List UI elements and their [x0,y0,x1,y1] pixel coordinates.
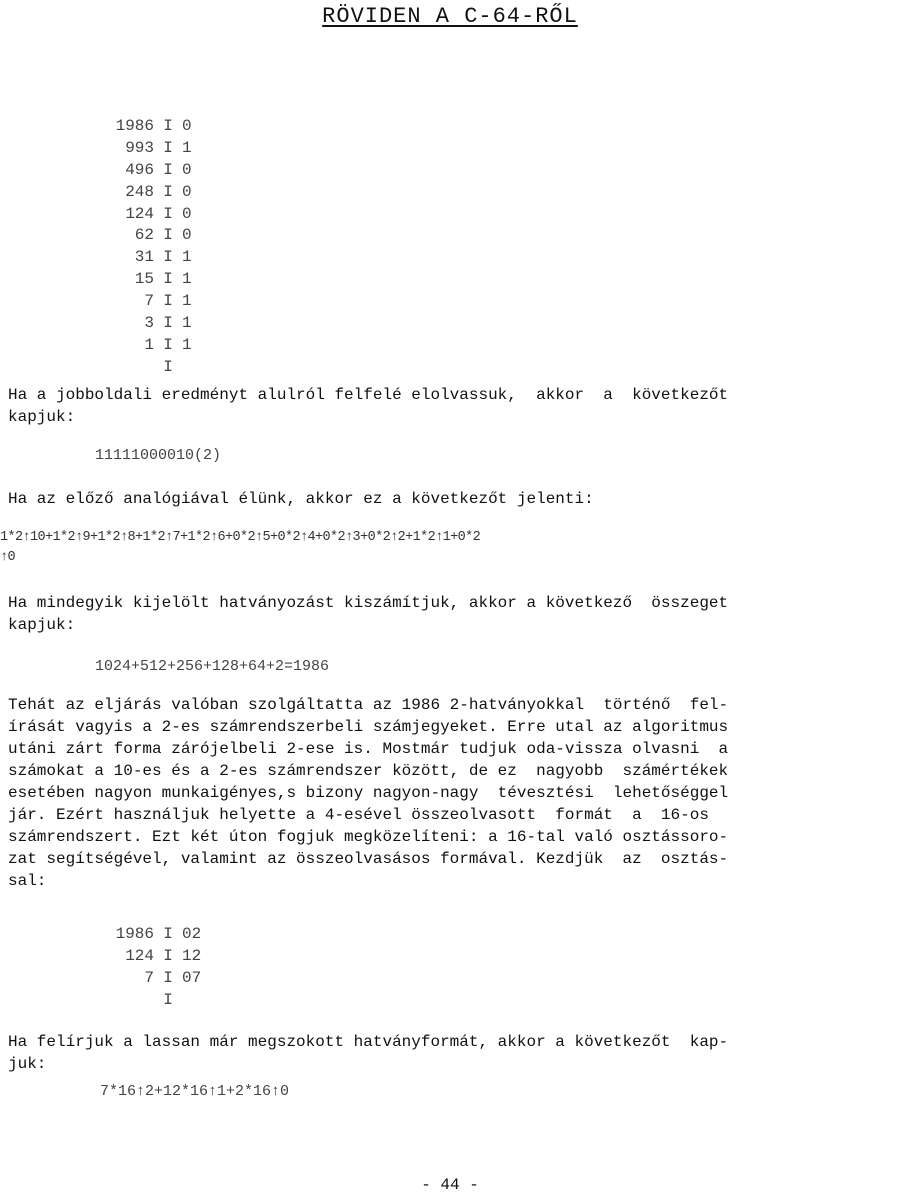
paragraph-analogy: Ha az előző analógiával élünk, akkor ez a következőt jelenti: [8,490,594,508]
dividend: 1986 [115,117,154,135]
dividend [92,357,154,379]
division-row [92,357,222,379]
remainder: 1 [182,314,192,333]
division-row [92,160,222,182]
dividend: 7 [144,968,154,987]
binary-division-table [92,116,222,379]
dividend: 31 [134,248,154,267]
separator: I [163,925,173,943]
remainder [182,357,222,379]
remainder: 1 [182,270,192,289]
paragraph-compute-powers [8,592,888,636]
remainder: 02 [182,925,202,943]
division-row [92,204,222,226]
separator: I [163,226,173,245]
remainder: 1 [182,292,192,311]
division-row [92,924,222,946]
expansion-line: 1*2↑10+1*2↑9+1*2↑8+1*2↑7+1*2↑6+0*2↑5+0*2↑4+0*2↑3+0*2↑2+1*2↑1+0*2 [0,530,481,545]
remainder: 07 [182,968,202,987]
dividend: 62 [134,226,154,245]
expansion-line: ↑0 [0,550,16,565]
division-row [92,968,222,990]
separator: I [163,292,173,311]
dividend: 1 [144,335,154,354]
separator: I [163,314,173,333]
paragraph-line: számokat a 10-es és a 2-es számrendszer között, de ez nagyobb számértékek [8,762,729,780]
paragraph-hex-power-form [8,1031,888,1075]
division-row [92,269,222,291]
dividend: 15 [134,270,154,289]
paragraph-line: sal: [8,872,47,890]
division-row [92,116,222,138]
dividend [92,990,154,1012]
paragraph-line: juk: [8,1055,47,1073]
paragraph-line: Ha felírjuk a lassan már megszokott hatványformát, akkor a következőt kap- [8,1033,729,1051]
division-row [92,335,222,357]
division-row [92,313,222,335]
page-title: RÖVIDEN A C-64-RŐL [322,4,578,29]
paragraph-explanation [8,694,888,892]
division-row [92,225,222,247]
division-row [92,946,222,968]
sum-expression: 1024+512+256+128+64+2=1986 [95,658,330,675]
remainder: 0 [182,160,192,179]
separator: I [163,990,173,1009]
paragraph-line: Ha mindegyik kijelölt hatványozást kiszámítjuk, akkor a következő összeget [8,594,729,612]
paragraph-line: Ha a jobboldali eredményt alulról felfelé elolvassuk, akkor a következőt [8,386,729,404]
paragraph-line: zat segítségével, valamint az összeolvasásos formával. Kezdjük az osztás- [8,850,729,868]
dividend: 1986 [115,925,154,943]
binary-result: 11111000010(2) [95,447,222,464]
dividend: 7 [144,292,154,311]
remainder: 0 [182,117,192,135]
separator: I [163,968,173,987]
dividend: 124 [125,946,154,965]
separator: I [163,248,173,267]
remainder: 0 [182,204,192,223]
separator: I [163,357,173,376]
division-row [92,990,222,1012]
separator: I [163,160,173,179]
division-row [92,138,222,160]
separator: I [163,204,173,223]
dividend: 124 [125,204,154,223]
paragraph-line: utáni zárt forma zárójelbeli 2-ese is. Mostmár tudjuk oda-vissza olvasni a [8,740,729,758]
hex-expression: 7*16↑2+12*16↑1+2*16↑0 [100,1083,290,1100]
division-row [92,247,222,269]
remainder: 1 [182,138,192,157]
remainder: 0 [182,226,192,245]
separator: I [163,270,173,289]
paragraph-line: írását vagyis a 2-es számrendszerbeli számjegyeket. Erre utal az algoritmus [8,718,729,736]
dividend: 248 [125,182,154,201]
dividend: 496 [125,160,154,179]
remainder: 1 [182,335,192,354]
remainder [182,990,222,1012]
dividend: 993 [125,138,154,157]
dividend: 3 [144,314,154,333]
paragraph-line: kapjuk: [8,408,76,426]
hex-division-table [92,924,222,1012]
separator: I [163,335,173,354]
paragraph-line: számrendszert. Ezt két úton fogjuk megközelíteni: a 16-tal való osztássoro- [8,828,729,846]
separator: I [163,117,173,135]
separator: I [163,138,173,157]
paragraph-line: esetében nagyon munkaigényes,s bizony nagyon-nagy tévesztési lehetőséggel [8,784,729,802]
remainder: 0 [182,182,192,201]
division-row [92,291,222,313]
power-expansion [0,528,900,568]
remainder: 1 [182,248,192,267]
division-row [92,182,222,204]
paragraph-line: Tehát az eljárás valóban szolgáltatta az 1986 2-hatványokkal történő fel- [8,696,729,714]
page-number: - 44 - [421,1176,479,1194]
remainder: 12 [182,946,202,965]
separator: I [163,182,173,201]
separator: I [163,946,173,965]
paragraph-read-result [8,384,888,428]
paragraph-line: jár. Ezért használjuk helyette a 4-esével összeolvasott formát a 16-os [8,806,709,824]
paragraph-line: kapjuk: [8,616,76,634]
